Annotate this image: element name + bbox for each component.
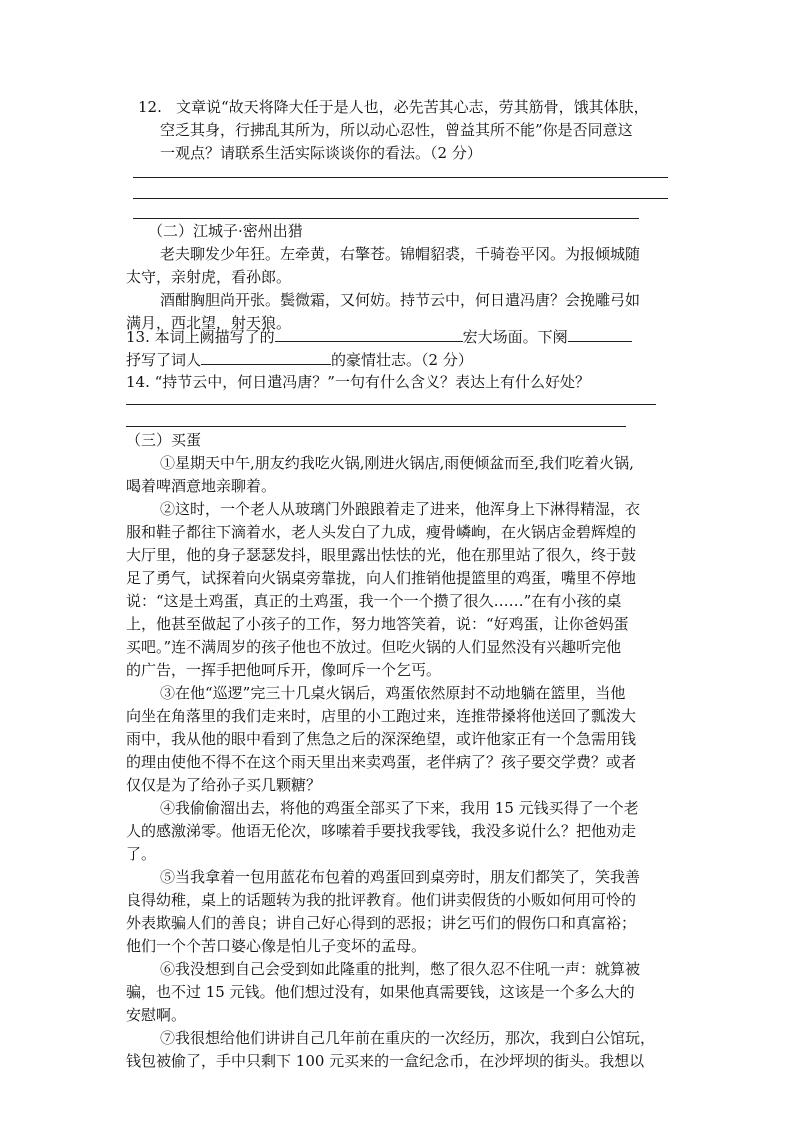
section2-title: （二）江城子·密州出猎 xyxy=(148,222,303,240)
story-line: 他们一个个苦口婆心像是怕儿子变坏的孟母。 xyxy=(126,937,427,955)
poem-line-2: 太守，亲射虎，看孙郎。 xyxy=(126,268,292,286)
poem-line-1: 老夫聊发少年狂。左牵黄，右擎苍。锦帽貂裘，千骑卷平冈。为报倾城随 xyxy=(160,245,641,263)
story-line: 服和鞋子都往下滴着水，老人头发白了九成，瘦骨嶙峋，在火锅店金碧辉煌的 xyxy=(126,523,637,541)
section3-title: （三）买蛋 xyxy=(126,431,202,449)
story-line: 钱包被偷了，手中只剩下 100 元买来的一盒纪念币，在沙坪坝的街头。我想以 xyxy=(126,1052,645,1070)
story-line: 上，他甚至做起了小孩子的工作，努力地答笑着，说：“好鸡蛋，让你爸妈蛋 xyxy=(126,615,629,633)
story-line: 足了勇气，试探着向火锅桌旁靠拢，向人们推销他提篮里的鸡蛋，嘴里不停地 xyxy=(126,569,637,587)
q12-text-line3: 一观点？请联系生活实际谈谈你的看法。（2 分） xyxy=(160,144,482,162)
q13-text-2: 宏大场面。下阕 xyxy=(462,328,568,346)
story-line: 雨中，我从他的眼中看到了焦急之后的深深绝望，或许他家正有一个急需用钱 xyxy=(126,730,637,748)
poem-line-4: 满月，西北望，射天狼。 xyxy=(126,314,292,332)
q12-text-line1: 文章说“故天将降大任于是人也，必先苦其心志，劳其筋骨，饿其体肤， xyxy=(176,98,649,116)
q13-text-4: 的豪情壮志。（2 分） xyxy=(331,351,473,369)
story-line: ⑦我很想给他们讲讲自己几年前在重庆的一次经历，那次，我到白公馆玩， xyxy=(160,1029,656,1047)
q14-text: 14. “持节云中，何日遣冯唐？”一句有什么含义？表达上有什么好处？ xyxy=(126,373,590,391)
story-line: 外表欺骗人们的善良；讲自己好心得到的恶报；讲乞丐们的假伤口和真富裕； xyxy=(126,914,637,932)
story-line: ④我偷偷溜出去，将他的鸡蛋全部买了下来，我用 15 元钱买得了一个老 xyxy=(160,799,639,817)
q13-blank-3[interactable] xyxy=(201,348,331,365)
q13-text-1: 13. 本词上阙描写了的 xyxy=(126,328,275,346)
q13-blank-1[interactable] xyxy=(275,325,463,342)
story-line: 良得幼稚，桌上的话题转为我的批评教育。他们讲卖假货的小贩如何用可怜的 xyxy=(126,891,637,909)
q12-text-line2: 空乏其身，行拂乱其所为，所以动心忍性，曾益其所不能”你是否同意这 xyxy=(160,121,633,139)
story-line: 说：“这是土鸡蛋，真正的土鸡蛋，我一个一个攒了很久……”在有小孩的桌 xyxy=(126,592,622,610)
story-line: ③在他“巡逻”完三十几桌火锅后，鸡蛋依然原封不动地躺在篮里，当他 xyxy=(160,684,626,702)
story-line: 的广告，一挥手把他呵斥开，像呵斥一个乞丐。 xyxy=(126,661,442,679)
story-line: 向坐在角落里的我们走来时，店里的小工跑过来，连推带搡将他送回了瓢泼大 xyxy=(126,707,637,725)
q13-text-3: 抒写了词人 xyxy=(126,351,202,369)
story-line: ①星期天中午,朋友约我吃火锅,刚进火锅店,雨便倾盆而至,我们吃着火锅, xyxy=(160,454,634,472)
story-line: 喝着啤酒意地亲聊着。 xyxy=(126,477,277,495)
q12-answer-line-1[interactable] xyxy=(133,177,668,178)
q13-blank-2[interactable] xyxy=(568,325,632,342)
q12-answer-line-2[interactable] xyxy=(133,198,668,199)
story-line: 安慰啊。 xyxy=(126,1006,187,1024)
story-line: 人的感激涕零。他语无伦次，哆嗦着手要找我零钱，我没多说什么？把他劝走 xyxy=(126,822,637,840)
poem-line-3: 酒酣胸胆尚开张。鬓微霜，又何妨。持节云中，何日遣冯唐？会挽雕弓如 xyxy=(160,291,641,309)
q14-answer-line-2[interactable] xyxy=(126,426,626,427)
story-line: 大厅里，他的身子瑟瑟发抖，眼里露出怯怯的光，他在那里站了很久，终于鼓 xyxy=(126,546,637,564)
q14-answer-line-1[interactable] xyxy=(126,404,656,405)
story-line: ⑥我没想到自己会受到如此隆重的批判，憋了很久忍不住吼一声：就算被 xyxy=(160,960,641,978)
q13-line-1 xyxy=(126,325,632,348)
story-line: ⑤当我拿着一包用蓝花布包着的鸡蛋回到桌旁时，朋友们都笑了，笑我善 xyxy=(160,868,641,886)
q13-line-2 xyxy=(126,348,473,371)
story-line: 仅仅是为了给孙子买几颗糖？ xyxy=(126,776,322,794)
story-line: 的理由使他不得不在这个雨天里出来卖鸡蛋，老伴病了？孩子要交学费？或者 xyxy=(126,753,637,771)
q12-number: 12. xyxy=(138,98,162,116)
story-line: ②这时，一个老人从玻璃门外踉踉着走了进来，他浑身上下淋得精湿，衣 xyxy=(160,500,641,518)
story-line: 骗，也不过 15 元钱。他们想过没有，如果他真需要钱，这该是一个多么大的 xyxy=(126,983,635,1001)
story-line: 了。 xyxy=(126,845,157,863)
story-line: 买吧。”连不满周岁的孩子他也不放过。但吃火锅的人们显然没有兴趣听完他 xyxy=(126,638,622,656)
q12-answer-line-3[interactable] xyxy=(133,218,639,219)
